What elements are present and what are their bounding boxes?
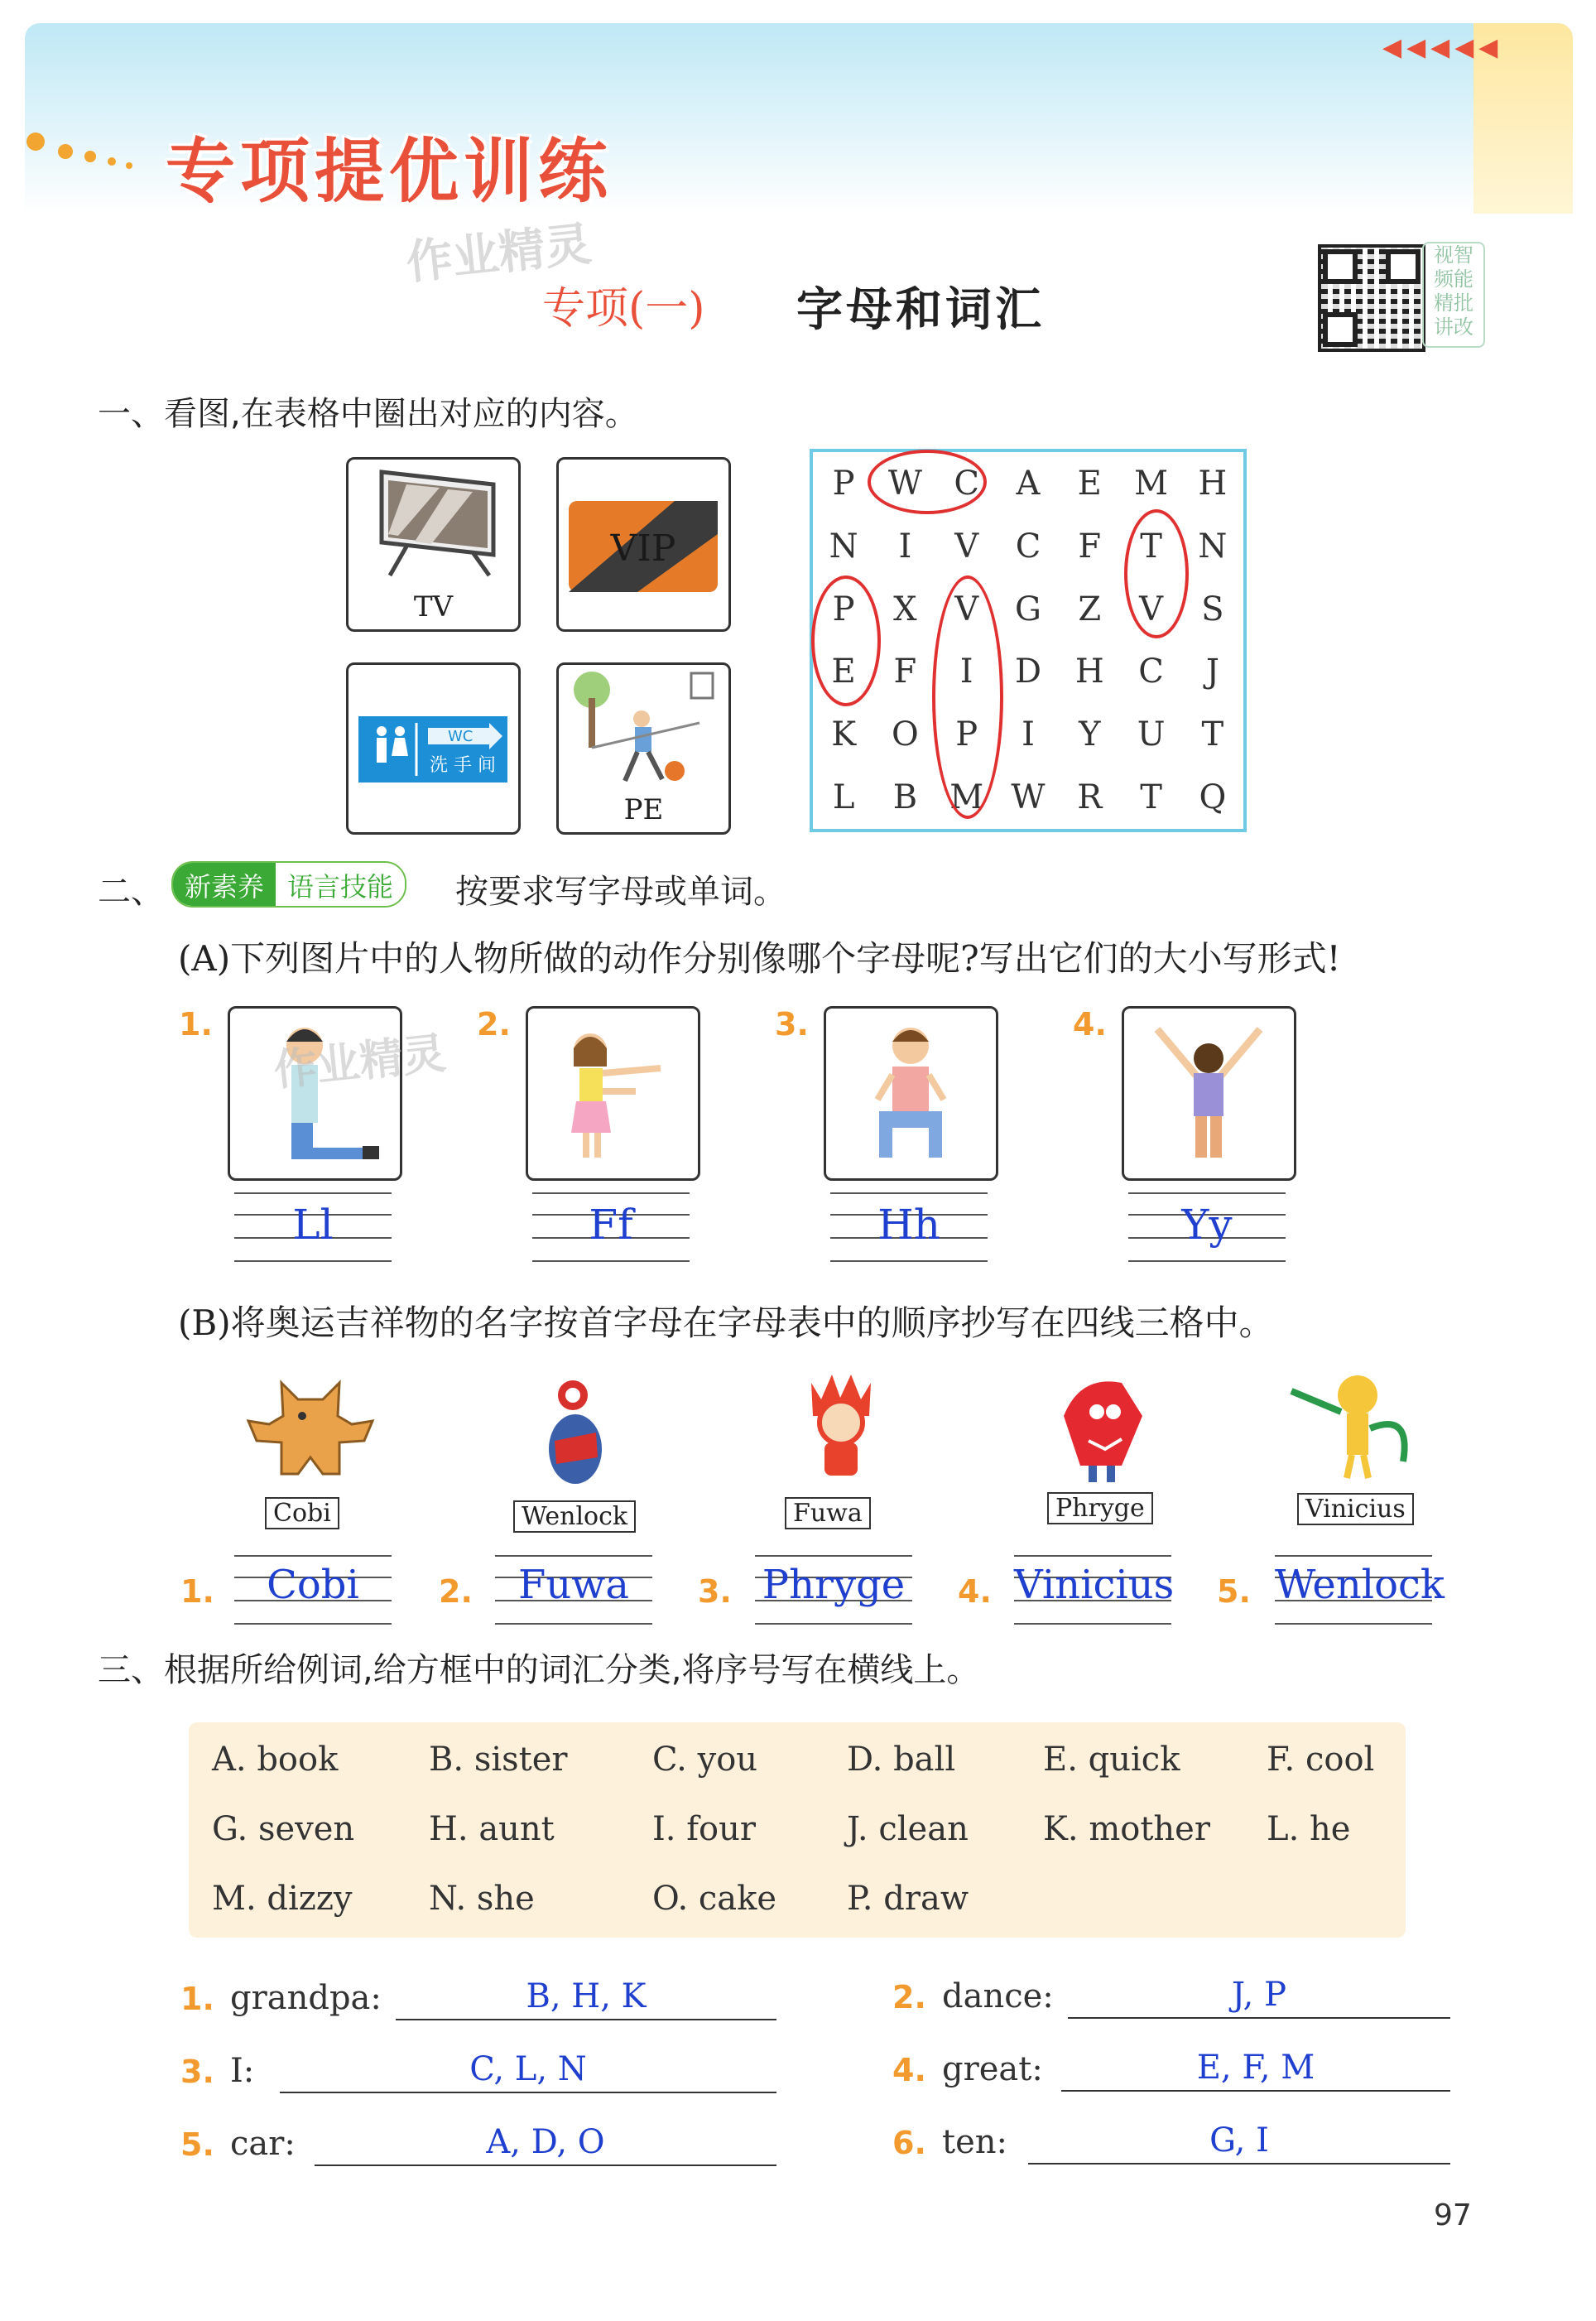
grid-cell: M xyxy=(949,778,984,817)
item-number: 6. xyxy=(892,2125,926,2161)
example-word: grandpa: xyxy=(230,1979,382,2017)
grid-cell: A xyxy=(1016,464,1041,503)
picture-pe xyxy=(556,662,731,835)
four-line-grid xyxy=(495,1555,652,1626)
item-number: 2. xyxy=(477,1006,511,1043)
example-word: I: xyxy=(230,2052,255,2090)
grid-cell: G xyxy=(1015,590,1041,628)
letter-action-picture xyxy=(1122,1006,1296,1181)
grid-cell: Z xyxy=(1078,590,1102,628)
picture-restroom xyxy=(346,662,521,835)
grid-cell: T xyxy=(1140,527,1162,566)
answer-line xyxy=(1068,1976,1450,2019)
grid-cell: J xyxy=(1205,652,1219,691)
answer-text: Fuwa xyxy=(518,1562,629,1608)
item-number: 2. xyxy=(439,1573,473,1610)
grid-cell: O xyxy=(892,715,919,754)
picture-tv xyxy=(346,457,521,632)
answer-text: Phryge xyxy=(762,1562,906,1608)
answer-text: Cobi xyxy=(267,1562,359,1608)
grid-cell: E xyxy=(1077,464,1102,503)
item-number: 4. xyxy=(958,1573,992,1610)
mascot-fuwa xyxy=(770,1366,911,1540)
sitting-boy-icon xyxy=(826,1009,996,1178)
mascot-name: Phryge xyxy=(1047,1492,1153,1524)
item-number: 5. xyxy=(180,2126,214,2163)
grid-cell: V xyxy=(954,527,979,566)
page-number: 97 xyxy=(1434,2198,1472,2232)
arms-up-boy-icon xyxy=(1124,1009,1294,1178)
svg-text:洗 手 间: 洗 手 间 xyxy=(430,755,496,776)
part2-heading: 按要求写字母或单词。 xyxy=(455,873,786,911)
basketball-player-icon xyxy=(559,665,728,797)
mascot-name: Vinicius xyxy=(1297,1493,1414,1525)
qr-label-line: 讲改 xyxy=(1434,315,1473,339)
answer-text: Ll xyxy=(292,1201,334,1249)
answer-line xyxy=(315,2123,776,2166)
grid-cell: K xyxy=(831,715,857,754)
qr-label xyxy=(1422,242,1485,348)
wenlock-mascot-icon xyxy=(505,1366,646,1490)
grid-cell: W xyxy=(887,464,922,503)
part2-heading-prefix: 二、 xyxy=(98,873,164,911)
part2b-instruction: (B)将奥运吉祥物的名字按首字母在字母表中的顺序抄写在四线三格中。 xyxy=(178,1303,1274,1343)
mascot-name: Fuwa xyxy=(785,1497,871,1529)
restroom-sign-icon xyxy=(349,665,518,832)
example-word: great: xyxy=(942,2050,1043,2088)
grid-cell: D xyxy=(1014,652,1042,691)
grid-cell: M xyxy=(1134,464,1169,503)
answer-text: G, I xyxy=(1209,2121,1269,2160)
circle-answer-vip xyxy=(932,575,1003,819)
grid-cell: R xyxy=(1077,778,1103,817)
grid-cell: T xyxy=(1201,715,1224,754)
four-line-grid xyxy=(532,1192,690,1264)
answer-line xyxy=(280,2050,776,2093)
circle-answer-pe xyxy=(811,575,881,706)
picture-vip xyxy=(556,457,731,632)
word-item: A. book xyxy=(212,1741,339,1779)
grid-cell: W xyxy=(1011,778,1046,817)
grid-cell: C xyxy=(954,464,979,503)
vip-card-text: VIP xyxy=(610,527,676,570)
word-bank xyxy=(189,1722,1406,1938)
vinicius-mascot-icon xyxy=(1279,1362,1436,1486)
qr-label-line: 频能 xyxy=(1434,267,1473,291)
grid-cell: C xyxy=(1138,652,1164,691)
four-line-grid xyxy=(1014,1555,1175,1626)
pointing-girl-icon xyxy=(528,1009,698,1178)
grid-cell: F xyxy=(893,652,917,691)
letter-action-picture xyxy=(824,1006,998,1181)
badge-white: 语言技能 xyxy=(276,863,405,906)
answer-text: Ff xyxy=(589,1201,633,1249)
word-item: I. four xyxy=(652,1810,756,1848)
four-line-grid xyxy=(234,1555,392,1626)
answer-line xyxy=(1061,2049,1450,2092)
vip-card-icon xyxy=(559,460,728,629)
picture-label: PE xyxy=(623,793,664,826)
word-item: O. cake xyxy=(652,1880,777,1918)
four-line-grid xyxy=(830,1192,988,1264)
grid-cell: N xyxy=(829,527,858,566)
grid-cell: B xyxy=(892,778,918,817)
phryge-mascot-icon xyxy=(1031,1366,1171,1490)
watermark: 作业精灵 xyxy=(403,217,594,291)
item-number: 2. xyxy=(892,1979,926,2015)
answer-text: A, D, O xyxy=(486,2123,605,2161)
grid-cell: N xyxy=(1198,527,1228,566)
answer-text: Wenlock xyxy=(1275,1562,1445,1608)
word-item: J. clean xyxy=(847,1810,969,1848)
cobi-mascot-icon xyxy=(240,1375,381,1490)
word-item: L. he xyxy=(1267,1810,1351,1848)
grid-cell: V xyxy=(1139,590,1163,628)
example-word: car: xyxy=(230,2125,296,2163)
circle-answer-tv-vertical xyxy=(1124,509,1189,638)
four-line-grid xyxy=(234,1192,392,1264)
answer-text: C, L, N xyxy=(469,2050,587,2088)
answer-text: Vinicius xyxy=(1014,1562,1175,1608)
grid-cell: T xyxy=(1140,778,1162,817)
qr-code-icon[interactable] xyxy=(1318,244,1425,352)
word-item: F. cool xyxy=(1267,1741,1375,1779)
word-item: G. seven xyxy=(212,1810,355,1848)
answer-line xyxy=(1028,2121,1450,2165)
item-number: 1. xyxy=(180,1981,214,2017)
word-item: C. you xyxy=(652,1741,758,1779)
mascot-wenlock xyxy=(505,1366,646,1540)
grid-cell: H xyxy=(1198,464,1228,503)
arrow-decoration-icon: ◀◀◀◀◀ xyxy=(1382,33,1503,62)
grid-cell: I xyxy=(959,652,973,691)
item-number: 3. xyxy=(180,2054,214,2090)
grid-cell: H xyxy=(1074,652,1104,691)
item-number: 4. xyxy=(892,2052,926,2088)
grid-cell: X xyxy=(893,590,917,628)
word-item: D. ball xyxy=(847,1741,956,1779)
grid-cell: F xyxy=(1078,527,1102,566)
part3-heading: 三、根据所给例词,给方框中的词汇分类,将序号写在横线上。 xyxy=(98,1651,980,1689)
word-item: B. sister xyxy=(429,1741,568,1779)
word-item: M. dizzy xyxy=(212,1880,353,1918)
item-number: 3. xyxy=(698,1573,732,1610)
tv-icon xyxy=(349,460,518,592)
word-item: H. aunt xyxy=(429,1810,555,1848)
grid-cell: Q xyxy=(1199,778,1227,817)
example-word: dance: xyxy=(942,1977,1054,2015)
grid-cell: Y xyxy=(1079,715,1101,754)
letter-action-picture xyxy=(526,1006,700,1181)
mascot-cobi xyxy=(240,1375,381,1540)
picture-label: TV xyxy=(413,590,454,624)
qr-label-line: 视智 xyxy=(1434,243,1473,267)
answer-text: Yy xyxy=(1181,1201,1233,1249)
item-number: 1. xyxy=(180,1573,214,1610)
circle-answer-tv xyxy=(868,450,987,514)
decorative-dots xyxy=(26,132,151,182)
grid-cell: I xyxy=(1022,715,1035,754)
word-item: N. she xyxy=(429,1880,535,1918)
item-number: 3. xyxy=(775,1006,809,1043)
answer-text: Hh xyxy=(877,1201,940,1249)
part2a-instruction: (A)下列图片中的人物所做的动作分别像哪个字母呢?写出它们的大小写形式! xyxy=(178,938,1341,979)
answer-text: B, H, K xyxy=(526,1977,647,2015)
grid-cell: I xyxy=(898,527,912,566)
four-line-grid xyxy=(755,1555,912,1626)
fuwa-mascot-icon xyxy=(770,1366,911,1490)
word-item: E. quick xyxy=(1043,1741,1180,1779)
grid-cell: P xyxy=(955,715,978,754)
part1-heading: 一、看图,在表格中圈出对应的内容。 xyxy=(98,395,638,433)
grid-cell: L xyxy=(832,778,855,817)
answer-text: E, F, M xyxy=(1196,2049,1315,2087)
qr-label-line: 精批 xyxy=(1434,291,1473,315)
answer-text: J, P xyxy=(1231,1976,1287,2014)
answer-line xyxy=(396,1977,776,2020)
section-title: 字母和词汇 xyxy=(796,282,1045,337)
word-item: P. draw xyxy=(847,1880,969,1918)
svg-text:WC: WC xyxy=(448,728,474,745)
four-line-grid xyxy=(1275,1555,1445,1626)
example-word: ten: xyxy=(942,2123,1007,2161)
item-number: 1. xyxy=(179,1006,213,1043)
grid-cell: V xyxy=(954,590,979,628)
grid-cell: E xyxy=(831,652,856,691)
four-line-grid xyxy=(1128,1192,1286,1264)
mascot-phryge xyxy=(1031,1366,1171,1540)
section-prefix: 专项(一) xyxy=(542,284,705,334)
mascot-vinicius xyxy=(1279,1362,1436,1540)
grid-cell: P xyxy=(832,464,855,503)
item-number: 4. xyxy=(1073,1006,1107,1043)
grid-cell: S xyxy=(1201,590,1224,628)
grid-cell: C xyxy=(1015,527,1041,566)
page-main-title: 专项提优训练 xyxy=(166,131,613,212)
skill-badge xyxy=(171,861,406,908)
word-item: K. mother xyxy=(1043,1810,1210,1848)
watermark: 作业精灵 xyxy=(272,1028,449,1096)
grid-cell: U xyxy=(1137,715,1166,754)
grid-cell: P xyxy=(832,590,855,628)
mascot-name: Cobi xyxy=(265,1497,339,1529)
badge-green: 新素养 xyxy=(173,863,276,906)
item-number: 5. xyxy=(1217,1573,1251,1610)
mascot-name: Wenlock xyxy=(513,1500,636,1533)
